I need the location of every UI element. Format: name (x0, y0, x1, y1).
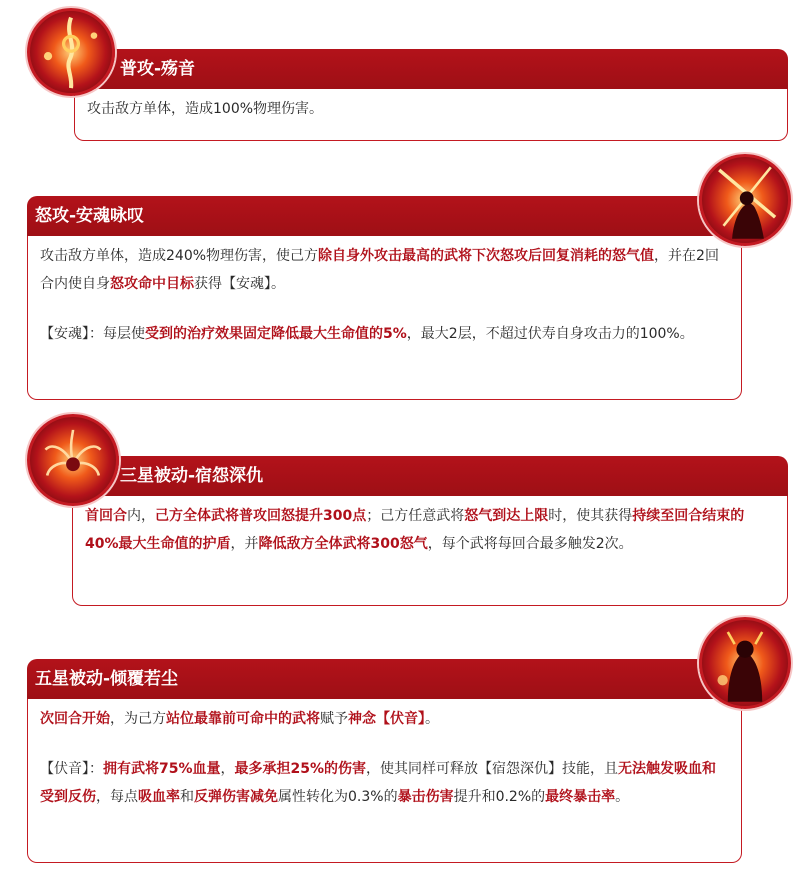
skill-title: 三星被动-宿怨深仇 (120, 466, 264, 486)
body-text: 攻击敌方单体，造成240%物理伤害，使己方 (40, 248, 319, 264)
highlight-text: 怒攻命中目标 (110, 276, 194, 292)
skill-title: 怒攻-安魂咏叹 (35, 206, 145, 226)
highlight-text: 持续至回合结束的40%最大生命值的护盾 (85, 508, 745, 552)
paragraph (40, 755, 729, 811)
body-text: ，最大2层，不超过伏寿自身攻击力的100%。 (406, 326, 694, 342)
highlight-text: 次回合开始 (40, 711, 110, 727)
highlight-text: 最终暴击率 (545, 789, 616, 805)
body-text: 【安魂】：每层使 (40, 326, 145, 342)
body-text: 提升和0.2%的 (453, 789, 546, 805)
paragraph (40, 242, 729, 298)
highlight-text: 怒气到达上限 (464, 508, 549, 524)
highlight-text: 除自身外攻击最高的武将下次怒攻后回复消耗的怒气值 (318, 248, 655, 264)
music-staff-icon (27, 8, 115, 96)
paragraph (85, 502, 775, 558)
demon-lord-icon (699, 617, 791, 709)
highlight-text: 受到的治疗效果固定降低最大生命值的5% (145, 326, 407, 342)
body-text: ，并在2回合内使自身 (40, 248, 719, 292)
paragraph (40, 705, 729, 733)
skill-title-bar (27, 659, 742, 699)
body-text: ，并 (230, 536, 259, 552)
body-text: 获得【安魂】。 (194, 276, 285, 292)
body-text: ，为己方 (110, 711, 166, 727)
body-text: 和 (180, 789, 194, 805)
highlight-text: 暴击伤害 (397, 789, 454, 805)
body-text: 赋予 (320, 711, 348, 727)
skill-title: 五星被动-倾覆若尘 (35, 669, 179, 689)
spider-lily-icon (27, 414, 119, 506)
warrior-swords-icon (699, 154, 791, 246)
highlight-text: 神念【伏音】 (348, 711, 425, 727)
paragraph (87, 95, 775, 123)
skill-description (27, 699, 742, 863)
body-text: ，使其同样可释放【宿怨深仇】技能，且 (366, 761, 619, 777)
highlight-text: 站位最靠前可命中的武将 (166, 711, 320, 727)
highlight-text: 首回合 (85, 508, 127, 524)
highlight-text: 己方全体武将普攻回怒提升300点 (155, 508, 367, 524)
paragraph (40, 320, 729, 348)
body-text: 时，使其获得 (548, 508, 633, 524)
body-text: 。 (425, 711, 439, 727)
body-text: 内， (127, 508, 155, 524)
skill-title-bar (27, 196, 742, 236)
highlight-text: 拥有武将75%血量 (103, 761, 221, 777)
skill-title: 普攻-殇音 (120, 59, 196, 79)
body-text: ， (220, 761, 235, 777)
body-text: 。 (615, 789, 630, 805)
skill-description (74, 89, 788, 141)
skill-description (27, 236, 742, 400)
body-text: ，每点 (96, 789, 138, 805)
highlight-text: 无法触发吸血和受到反伤 (40, 761, 717, 805)
skill-description (72, 496, 788, 606)
skill-title-bar (74, 49, 788, 89)
body-text: ，每个武将每回合最多触发2次。 (427, 536, 633, 552)
highlight-text: 吸血率 (138, 789, 180, 805)
body-text: 属性转化为0.3%的 (278, 789, 398, 805)
highlight-text: 反弹伤害减免 (194, 789, 278, 805)
body-text: ；己方任意武将 (366, 508, 465, 524)
body-text: 【伏音】： (40, 761, 103, 777)
body-text: 攻击敌方单体，造成100%物理伤害。 (87, 101, 324, 117)
highlight-text: 最多承担25%的伤害 (234, 761, 367, 777)
skill-title-bar (72, 456, 788, 496)
highlight-text: 降低敌方全体武将300怒气 (258, 536, 428, 552)
